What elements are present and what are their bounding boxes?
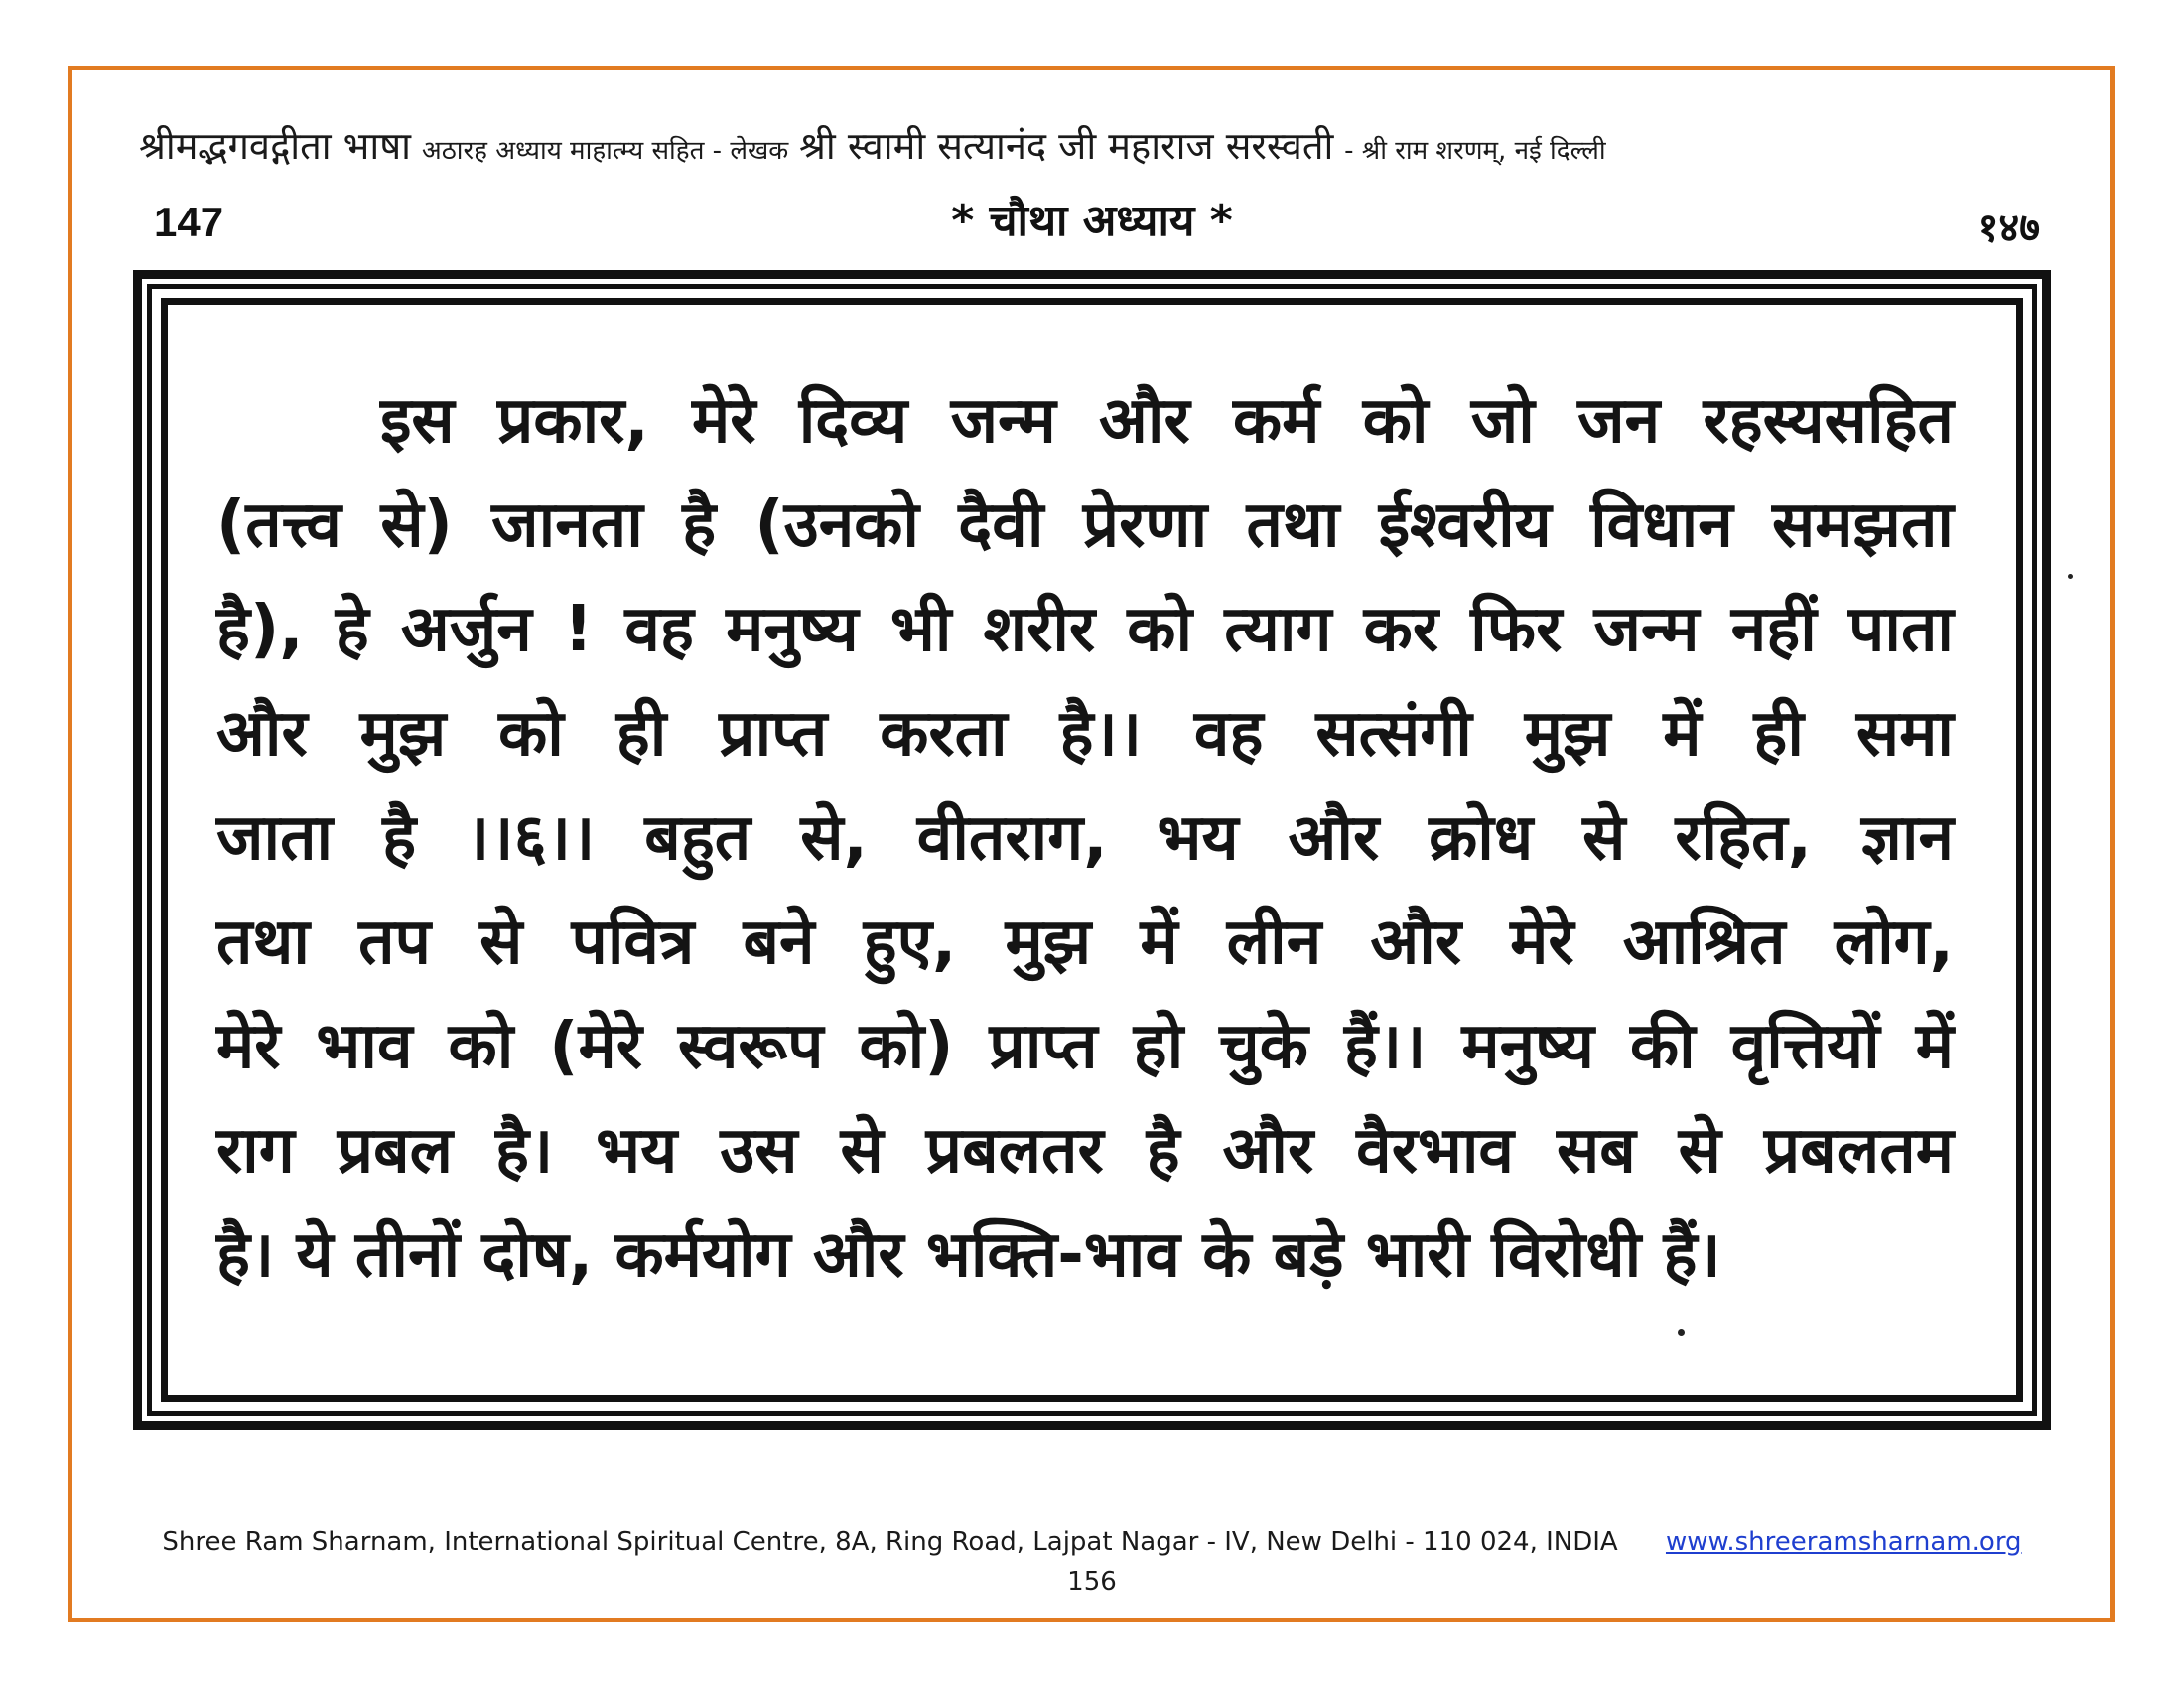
- verse-line: इस प्रकार, मेरे दिव्य जन्म और कर्म को जो जन रहस्यसहित: [380, 384, 1954, 458]
- author-name: श्री स्वामी सत्यानंद जी महाराज सरस्वती: [799, 124, 1334, 168]
- verse-line: है। ये तीनों दोष, कर्मयोग और भक्ति-भाव के बड़े भारी विरोधी हैं।: [216, 1218, 1721, 1292]
- book-title: श्रीमद्भगवद्गीता भाषा: [139, 124, 412, 168]
- verse-text: [216, 369, 1954, 1308]
- chapter-title: * चौथा अध्याय *: [951, 196, 1233, 246]
- scan-speck: [1678, 1329, 1685, 1336]
- publisher-name: - श्री राम शरणम्, नई दिल्ली: [1344, 136, 1606, 166]
- book-subtitle: अठारह अध्याय माहात्म्य सहित - लेखक: [421, 136, 789, 166]
- verse-line: मेरे भाव को (मेरे स्वरूप को) प्राप्त हो चुके हैं।। मनुष्य की वृत्तियों में: [216, 1010, 1954, 1083]
- verse-line: तथा तप से पवित्र बने हुए, मुझ में लीन और मेरे आश्रित लोग,: [216, 906, 1954, 979]
- scan-speck: [2068, 574, 2073, 579]
- verse-line: जाता है ।।६।। बहुत से, वीतराग, भय और क्रोध से रहित, ज्ञान: [216, 801, 1954, 875]
- page-number-right: १४७: [1978, 206, 2040, 251]
- verse-line: राग प्रबल है। भय उस से प्रबलतर है और वैरभाव सब से प्रबलतम: [216, 1114, 1954, 1188]
- verse-line: और मुझ को ही प्राप्त करता है।। वह सत्संगी मुझ में ही समा: [216, 697, 1954, 771]
- website-link[interactable]: www.shreeramsharnam.org: [1665, 1527, 2022, 1557]
- page-number-left: 147: [154, 199, 224, 245]
- footer-page-number: 156: [1067, 1567, 1117, 1597]
- footer: [0, 1527, 2184, 1557]
- verse-line: है), हे अर्जुन ! वह मनुष्य भी शरीर को त्याग कर फिर जन्म नहीं पाता: [216, 593, 1954, 666]
- footer-address: Shree Ram Sharnam, International Spiritual Centre, 8A, Ring Road, Lajpat Nagar - IV, New Delhi - 110 024, INDIA: [162, 1527, 1618, 1557]
- verse-line: (तत्त्व से) जानता है (उनको दैवी प्रेरणा तथा ईश्वरीय विधान समझता: [216, 489, 1954, 562]
- book-header: [139, 119, 2045, 171]
